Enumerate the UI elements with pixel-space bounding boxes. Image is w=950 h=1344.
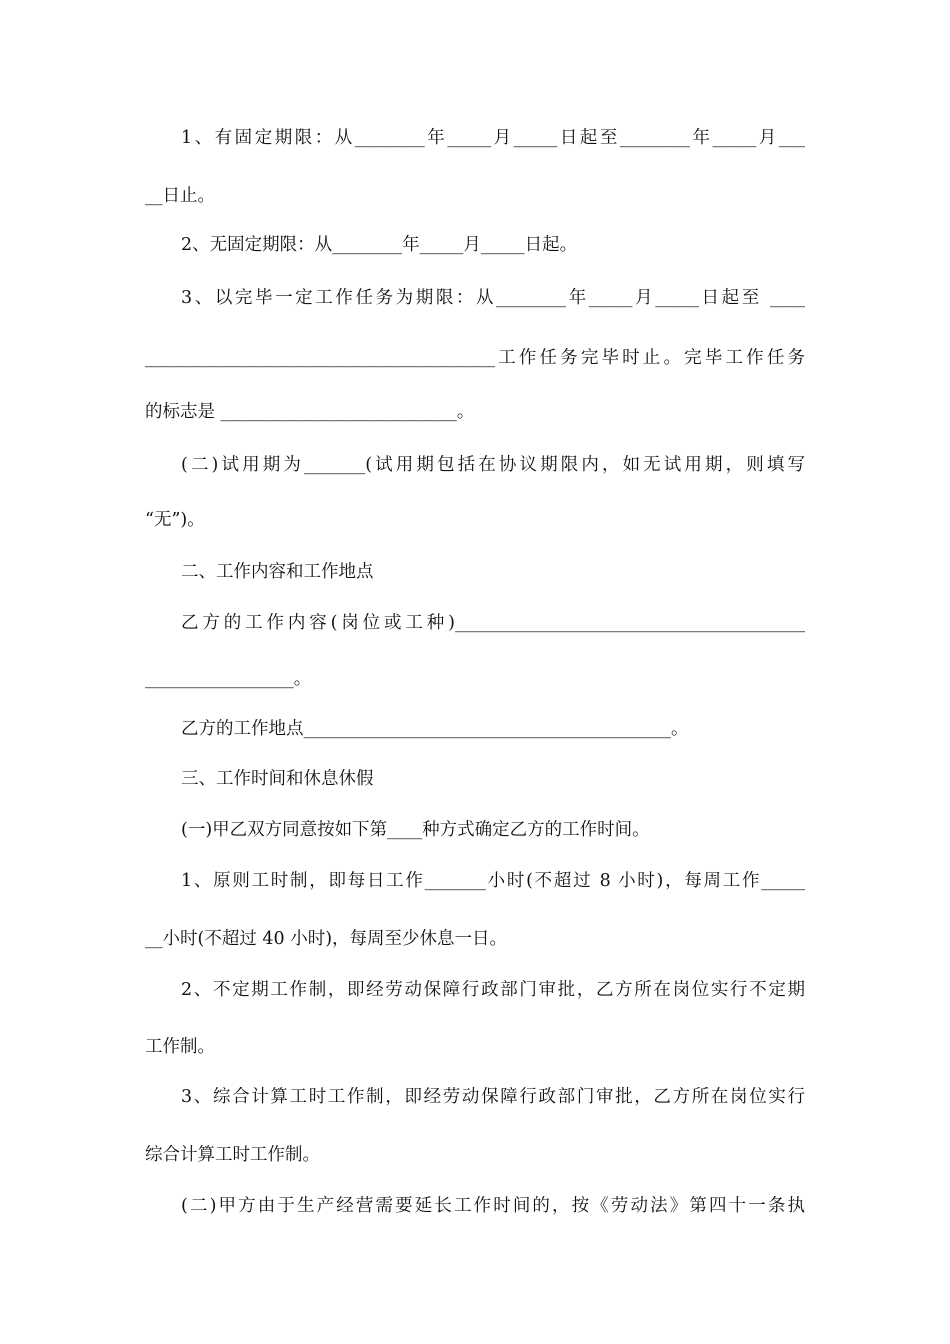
flexible-hours-line-1: 2、不定期工作制，即经劳动保障行政部门审批，乙方所在岗位实行不定期 <box>181 980 805 1000</box>
term-open-ended-line: 2、无固定期限：从________年_____月_____日起。 <box>181 235 578 255</box>
term-task-line-1: 3、以完毕一定工作任务为期限：从________年_____月_____日起至 ____ <box>181 288 805 308</box>
term-fixed-line-1: 1、有固定期限：从________年_____月_____日起至________年_____月___ <box>181 128 805 148</box>
standard-hours-line-1: 1、原则工时制，即每日工作_______小时(不超过 8 小时)，每周工作_____ <box>181 871 805 891</box>
work-time-method-line: (一)甲乙双方同意按如下第____种方式确定乙方的工作时间。 <box>181 820 650 840</box>
standard-hours-line-2: __小时(不超过 40 小时)，每周至少休息一日。 <box>145 929 508 949</box>
flexible-hours-line-2: 工作制。 <box>145 1037 215 1057</box>
work-location-line: 乙方的工作地点__________________________________________。 <box>181 719 689 739</box>
job-content-line-2: _________________。 <box>145 669 312 689</box>
section-2-heading: 二、工作内容和工作地点 <box>181 562 374 582</box>
comprehensive-hours-line-2: 综合计算工时工作制。 <box>145 1145 320 1165</box>
section-3-heading: 三、工作时间和休息休假 <box>181 769 374 789</box>
term-task-line-3: 的标志是 ___________________________。 <box>145 402 475 422</box>
term-task-line-2: ________________________________________工作任务完毕时止。完毕工作任务 <box>145 348 805 368</box>
probation-line-2: “无”)。 <box>145 510 205 530</box>
comprehensive-hours-line-1: 3、综合计算工时工作制，即经劳动保障行政部门审批，乙方所在岗位实行 <box>181 1087 805 1107</box>
overtime-line-1: (二)甲方由于生产经营需要延长工作时间的，按《劳动法》第四十一条执 <box>181 1196 805 1216</box>
probation-line-1: (二)试用期为_______(试用期包括在协议期限内，如无试用期，则填写 <box>181 455 805 475</box>
job-content-line-1: 乙方的工作内容(岗位或工种)________________________________________ <box>181 613 805 633</box>
term-fixed-line-2: __日止。 <box>145 186 215 206</box>
